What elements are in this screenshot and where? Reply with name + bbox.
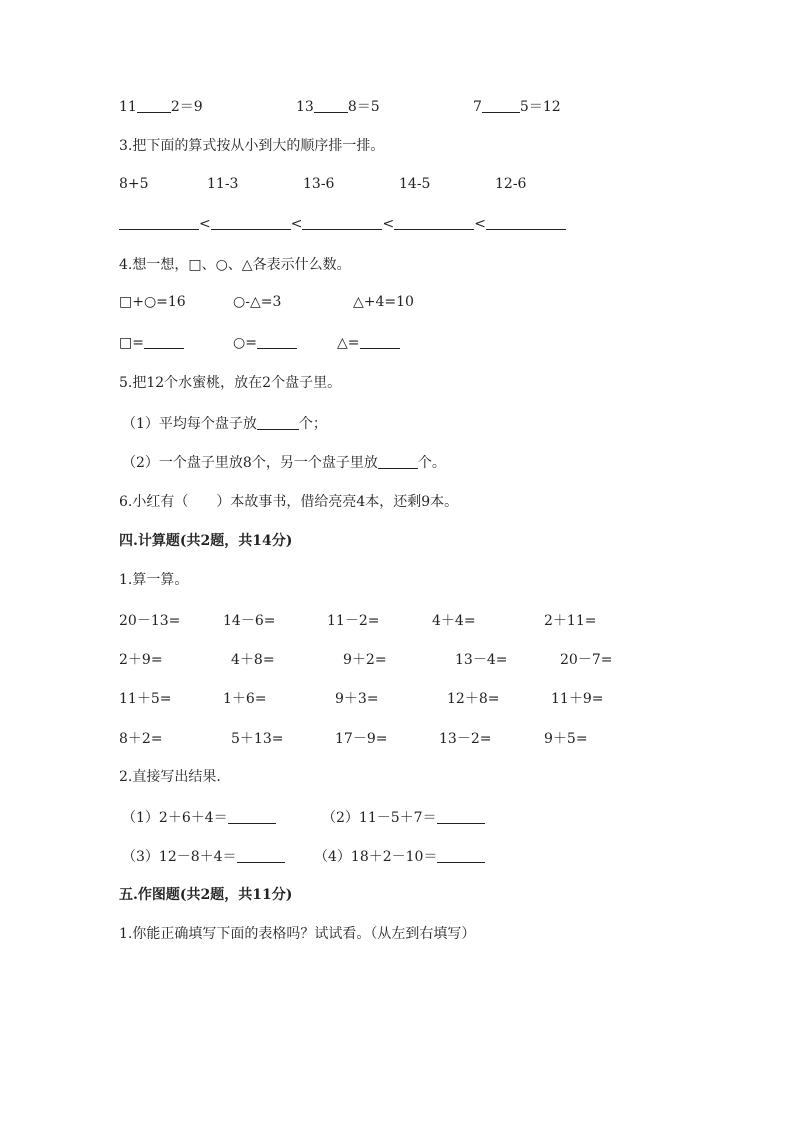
q5-part2 — [122, 452, 446, 472]
q6-text: 6.小红有（ ）本故事书，借给亮亮4本，还剩9本。 — [119, 494, 459, 510]
answer-blank[interactable] — [314, 98, 348, 113]
q4-title: 4.想一想，□、○、△各表示什么数。 — [119, 257, 351, 273]
table-question: 1.你能正确填写下面的表格吗？试试看。（从左到右填写） — [119, 926, 476, 942]
answer-label: ○= — [233, 335, 257, 351]
fill-blank-left: 11 — [119, 99, 137, 115]
calc-item: 11－2= — [327, 613, 380, 629]
q4-answer-circle — [233, 334, 297, 351]
calc-item: 2＋9= — [119, 652, 163, 668]
calc-item: 14－6= — [223, 613, 276, 629]
q3-expression: 13-6 — [303, 176, 335, 192]
fill-blank-left: 13 — [296, 99, 314, 115]
calc-item: 4＋4= — [432, 613, 476, 629]
q4-answer-triangle — [337, 334, 400, 351]
answer-blank[interactable] — [482, 98, 520, 113]
direct-item-2 — [322, 807, 485, 827]
less-than-sign: < — [290, 216, 303, 232]
calc-item: 9＋2= — [343, 652, 387, 668]
answer-blank[interactable] — [360, 334, 400, 349]
q4-answer-square — [119, 334, 184, 351]
answer-blank[interactable] — [257, 334, 297, 349]
q3-title: 3.把下面的算式按从小到大的顺序排一排。 — [119, 138, 385, 154]
calc-item: 20－13= — [119, 613, 181, 629]
direct-item-1 — [122, 807, 276, 827]
answer-blank[interactable] — [144, 334, 184, 349]
direct-item-4 — [314, 846, 485, 866]
answer-blank[interactable] — [486, 215, 566, 230]
answer-blank[interactable] — [378, 454, 418, 469]
answer-blank[interactable] — [437, 809, 485, 824]
direct-item-text: （3）12－8＋4＝ — [122, 849, 237, 865]
answer-label: △= — [337, 335, 360, 351]
direct-item-text: （1）2＋6＋4＝ — [122, 810, 228, 826]
direct-item-text: （2）11－5＋7＝ — [322, 810, 437, 826]
q3-expression: 14-5 — [399, 176, 431, 192]
q3-expression: 12-6 — [495, 176, 527, 192]
fill-blank-right: 8＝5 — [347, 99, 380, 115]
q4-equation: △+4=10 — [353, 294, 414, 310]
answer-blank[interactable] — [119, 215, 199, 230]
q5-part1-suffix: 个； — [298, 416, 327, 432]
q4-equation: □+○=16 — [119, 294, 186, 310]
answer-label: □= — [119, 335, 144, 351]
q3-expression: 11-3 — [207, 176, 239, 192]
calc-item: 17－9= — [335, 731, 388, 747]
calc-item: 13－2= — [439, 731, 492, 747]
calc-item: 11＋5= — [119, 691, 172, 707]
fill-blank-right: 2＝9 — [170, 99, 203, 115]
fill-blank-3 — [473, 96, 561, 116]
calc-item: 4＋8= — [231, 652, 275, 668]
q5-part2-text: （2）一个盘子里放8个，另一个盘子里放 — [122, 455, 378, 471]
section-5-heading: 五.作图题(共2题，共11分) — [119, 887, 293, 903]
direct-title: 2.直接写出结果. — [119, 769, 221, 785]
fill-blank-right: 5＝12 — [519, 99, 561, 115]
q5-part1 — [122, 413, 327, 433]
calc-item: 8＋2= — [119, 731, 163, 747]
answer-blank[interactable] — [211, 215, 291, 230]
q5-part1-text: （1）平均每个盘子放 — [122, 416, 257, 432]
answer-blank[interactable] — [237, 848, 285, 863]
less-than-sign: < — [199, 216, 211, 232]
calc-item: 2＋11= — [544, 613, 597, 629]
calc-item: 9＋3= — [335, 691, 379, 707]
answer-blank[interactable] — [302, 215, 382, 230]
q4-equation: ○-△=3 — [233, 294, 282, 310]
section-4-heading: 四.计算题(共2题，共14分) — [119, 533, 293, 549]
answer-blank[interactable] — [228, 809, 276, 824]
less-than-sign: < — [474, 216, 486, 232]
answer-blank[interactable] — [437, 848, 485, 863]
answer-blank[interactable] — [137, 98, 171, 113]
q3-order-row — [119, 215, 566, 232]
q5-part2-suffix: 个。 — [417, 455, 446, 471]
q3-expression: 8+5 — [119, 176, 149, 192]
q5-title: 5.把12个水蜜桃，放在2个盘子里。 — [119, 375, 342, 391]
direct-item-text: （4）18＋2－10＝ — [314, 849, 438, 865]
direct-item-3 — [122, 846, 285, 866]
fill-blank-1 — [119, 96, 203, 116]
calc-item: 5＋13= — [231, 731, 284, 747]
calc-item: 12＋8= — [447, 691, 500, 707]
calc-title: 1.算一算。 — [119, 572, 189, 588]
calc-item: 11＋9= — [551, 691, 604, 707]
calc-item: 1＋6= — [223, 691, 267, 707]
answer-blank[interactable] — [257, 415, 299, 430]
fill-blank-2 — [296, 96, 380, 116]
answer-blank[interactable] — [394, 215, 474, 230]
less-than-sign: < — [382, 216, 395, 232]
calc-item: 9＋5= — [544, 731, 588, 747]
calc-item: 20－7= — [560, 652, 613, 668]
fill-blank-left: 7 — [473, 99, 482, 115]
calc-item: 13－4= — [455, 652, 508, 668]
